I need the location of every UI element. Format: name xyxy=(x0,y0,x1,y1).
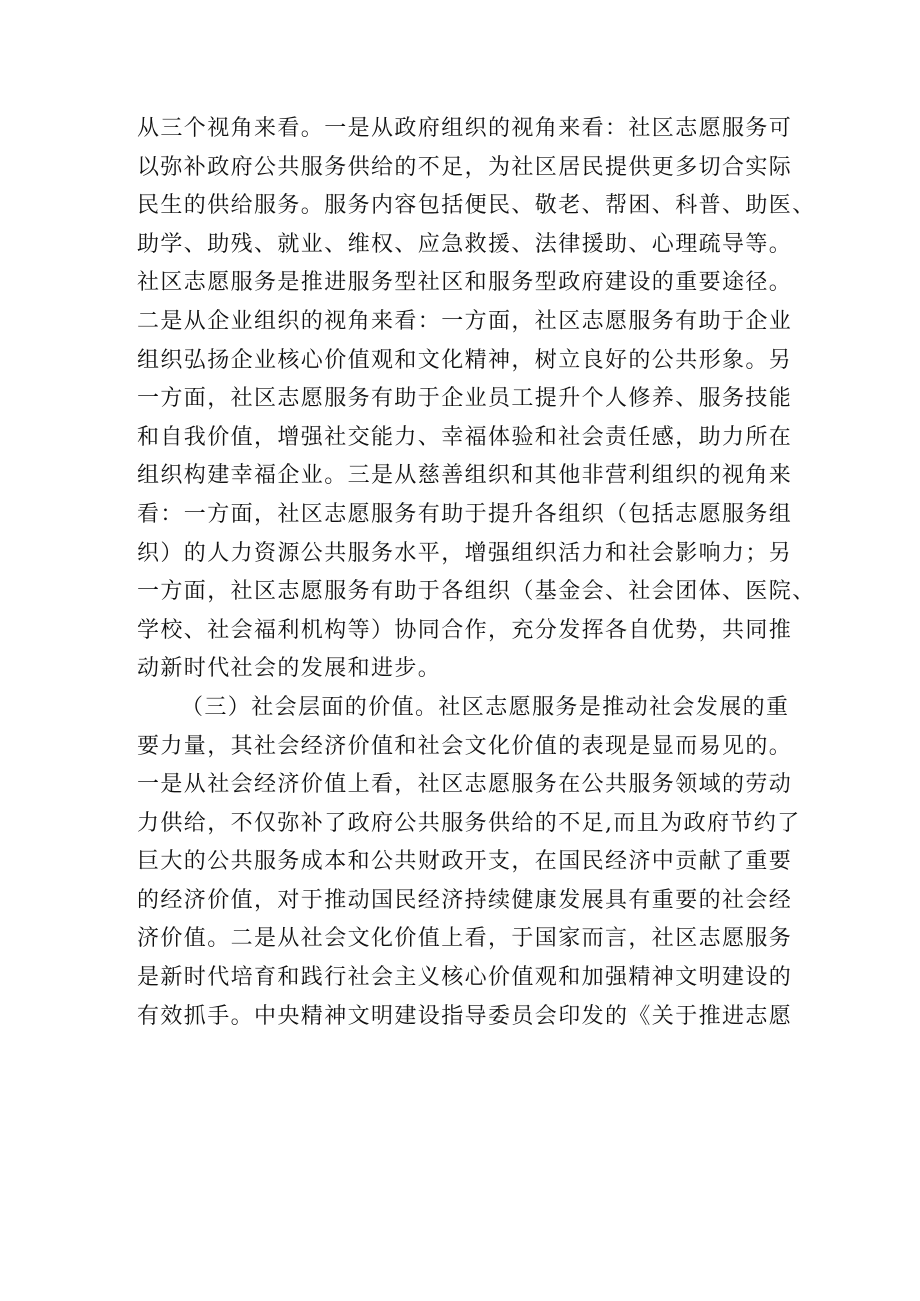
text-line: 巨大的公共服务成本和公共财政开支，在国民经济中贡献了重要 xyxy=(137,849,793,875)
text-line: 从三个视角来看。一是从政府组织的视角来看：社区志愿服务可 xyxy=(137,116,793,141)
text-line: 助学、助残、就业、维权、应急救援、法律援助、心理疏导等。 xyxy=(137,231,793,257)
text-line: 组织弘扬企业核心价值观和文化精神，树立良好的公共形象。另 xyxy=(137,347,793,373)
text-line: 民生的供给服务。服务内容包括便民、敬老、帮困、科普、助医、 xyxy=(137,193,816,219)
text-line: 学校、社会福利机构等）协同合作，充分发挥各自优势，共同推 xyxy=(137,617,793,643)
section-heading-line: （三）社会层面的价值。社区志愿服务是推动社会发展的重 xyxy=(181,694,790,720)
text-line: 要力量，其社会经济价值和社会文化价值的表现是显而易见的。 xyxy=(137,733,793,759)
text-line: 力供给，不仅弥补了政府公共服务供给的不足,而且为政府节约了 xyxy=(137,810,801,836)
text-line: 一是从社会经济价值上看，社区志愿服务在公共服务领域的劳动 xyxy=(137,772,793,798)
text-line: 有效抓手。中央精神文明建设指导委员会印发的《关于推进志愿 xyxy=(137,1003,793,1029)
text-line: 组织构建幸福企业。三是从慈善组织和其他非营利组织的视角来 xyxy=(137,463,793,489)
text-line: 二是从企业组织的视角来看：一方面，社区志愿服务有助于企业 xyxy=(137,308,793,334)
text-line: 和自我价值，增强社交能力、幸福体验和社会责任感，助力所在 xyxy=(137,424,793,450)
text-line: 是新时代培育和践行社会主义核心价值观和加强精神文明建设的 xyxy=(137,965,793,991)
text-line: 的经济价值，对于推动国民经济持续健康发展具有重要的社会经 xyxy=(137,887,793,913)
text-line: 看：一方面，社区志愿服务有助于提升各组织（包括志愿服务组 xyxy=(137,501,793,527)
text-line: 以弥补政府公共服务供给的不足，为社区居民提供更多切合实际 xyxy=(137,154,793,180)
text-line: 济价值。二是从社会文化价值上看，于国家而言，社区志愿服务 xyxy=(137,926,793,952)
body-text xyxy=(137,110,816,1036)
text-line: 动新时代社会的发展和进步。 xyxy=(137,656,442,682)
text-line: 社区志愿服务是推进服务型社区和服务型政府建设的重要途径。 xyxy=(137,270,793,296)
text-line: 一方面，社区志愿服务有助于企业员工提升个人修养、服务技能 xyxy=(137,386,793,412)
text-line: 织）的人力资源公共服务水平，增强组织活力和社会影响力；另 xyxy=(137,540,793,566)
text-line: 一方面，社区志愿服务有助于各组织（基金会、社会团体、医院、 xyxy=(137,579,816,605)
